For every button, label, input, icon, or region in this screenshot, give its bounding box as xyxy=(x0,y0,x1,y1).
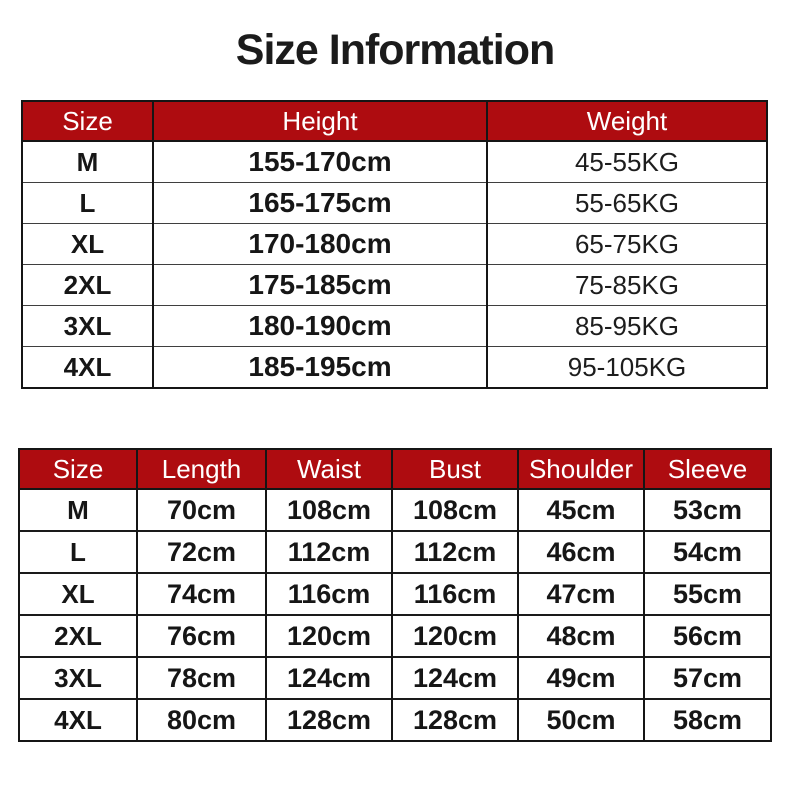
weight-cell: 65-75KG xyxy=(487,224,767,265)
waist-cell: 116cm xyxy=(266,573,392,615)
bust-cell: 112cm xyxy=(392,531,518,573)
header-shoulder: Shoulder xyxy=(518,449,644,489)
size-cell: 2XL xyxy=(22,265,153,306)
length-cell: 72cm xyxy=(137,531,266,573)
shoulder-cell: 48cm xyxy=(518,615,644,657)
weight-cell: 45-55KG xyxy=(487,141,767,183)
header-length: Length xyxy=(137,449,266,489)
page-title: Size Information xyxy=(235,26,555,74)
header-size: Size xyxy=(22,101,153,141)
length-cell: 76cm xyxy=(137,615,266,657)
shoulder-cell: 50cm xyxy=(518,699,644,741)
height-weight-table xyxy=(21,100,768,389)
length-cell: 70cm xyxy=(137,489,266,531)
sleeve-cell: 53cm xyxy=(644,489,771,531)
sleeve-cell: 57cm xyxy=(644,657,771,699)
table-row xyxy=(19,573,771,615)
size-cell: 3XL xyxy=(19,657,137,699)
shoulder-cell: 45cm xyxy=(518,489,644,531)
height-cell: 185-195cm xyxy=(153,347,487,389)
bust-cell: 116cm xyxy=(392,573,518,615)
header-height: Height xyxy=(153,101,487,141)
header-size: Size xyxy=(19,449,137,489)
waist-cell: 124cm xyxy=(266,657,392,699)
size-cell: 4XL xyxy=(19,699,137,741)
length-cell: 80cm xyxy=(137,699,266,741)
size-cell: L xyxy=(19,531,137,573)
measurements-header-row xyxy=(19,449,771,489)
table-row xyxy=(19,657,771,699)
height-cell: 165-175cm xyxy=(153,183,487,224)
waist-cell: 112cm xyxy=(266,531,392,573)
table-row xyxy=(19,615,771,657)
header-sleeve: Sleeve xyxy=(644,449,771,489)
weight-cell: 55-65KG xyxy=(487,183,767,224)
height-cell: 155-170cm xyxy=(153,141,487,183)
size-cell: XL xyxy=(22,224,153,265)
header-weight: Weight xyxy=(487,101,767,141)
weight-cell: 75-85KG xyxy=(487,265,767,306)
height-cell: 170-180cm xyxy=(153,224,487,265)
weight-cell: 85-95KG xyxy=(487,306,767,347)
garment-measurements-table xyxy=(18,448,772,742)
length-cell: 78cm xyxy=(137,657,266,699)
shoulder-cell: 46cm xyxy=(518,531,644,573)
table-row xyxy=(19,699,771,741)
waist-cell: 108cm xyxy=(266,489,392,531)
sleeve-cell: 58cm xyxy=(644,699,771,741)
table-row xyxy=(22,265,767,306)
size-cell: L xyxy=(22,183,153,224)
header-waist: Waist xyxy=(266,449,392,489)
shoulder-cell: 47cm xyxy=(518,573,644,615)
table-row xyxy=(22,306,767,347)
length-cell: 74cm xyxy=(137,573,266,615)
waist-cell: 128cm xyxy=(266,699,392,741)
shoulder-cell: 49cm xyxy=(518,657,644,699)
sleeve-cell: 56cm xyxy=(644,615,771,657)
height-weight-header-row xyxy=(22,101,767,141)
size-cell: 4XL xyxy=(22,347,153,389)
table-row xyxy=(22,224,767,265)
bust-cell: 108cm xyxy=(392,489,518,531)
bust-cell: 120cm xyxy=(392,615,518,657)
size-cell: M xyxy=(19,489,137,531)
height-cell: 180-190cm xyxy=(153,306,487,347)
bust-cell: 124cm xyxy=(392,657,518,699)
table-row xyxy=(19,489,771,531)
height-cell: 175-185cm xyxy=(153,265,487,306)
header-bust: Bust xyxy=(392,449,518,489)
weight-cell: 95-105KG xyxy=(487,347,767,389)
waist-cell: 120cm xyxy=(266,615,392,657)
bust-cell: 128cm xyxy=(392,699,518,741)
sleeve-cell: 54cm xyxy=(644,531,771,573)
size-cell: XL xyxy=(19,573,137,615)
table-row xyxy=(19,531,771,573)
table-row xyxy=(22,183,767,224)
table-row xyxy=(22,347,767,389)
sleeve-cell: 55cm xyxy=(644,573,771,615)
size-cell: 3XL xyxy=(22,306,153,347)
table-row xyxy=(22,141,767,183)
size-cell: 2XL xyxy=(19,615,137,657)
size-cell: M xyxy=(22,141,153,183)
